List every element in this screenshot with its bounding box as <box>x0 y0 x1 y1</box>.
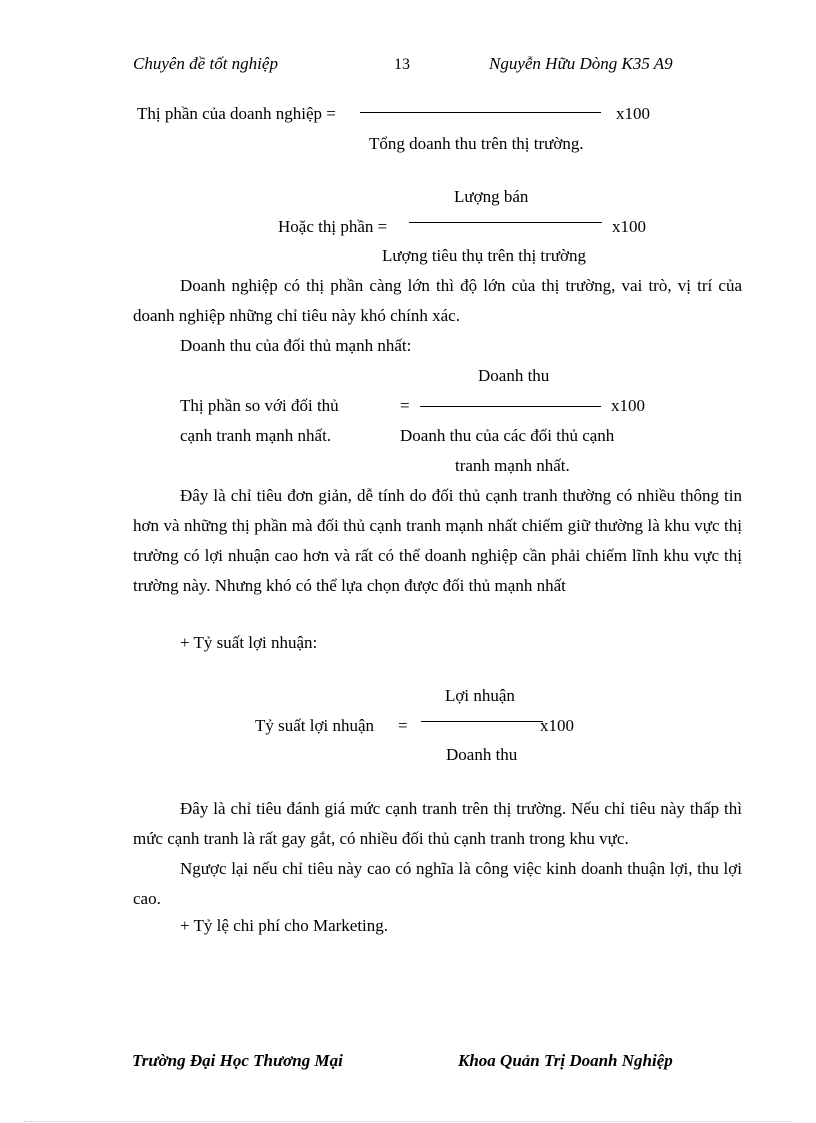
footer-faculty: Khoa Quản Trị Doanh Nghiệp <box>458 1051 673 1070</box>
paragraph-market-share <box>133 271 742 331</box>
formula3-denominator-line1: Doanh thu của các đối thủ cạnh <box>400 426 615 445</box>
formula1-fraction-bar <box>360 112 601 113</box>
page-number: 13 <box>394 56 410 73</box>
header-title: Chuyên đề tốt nghiệp <box>133 54 278 73</box>
formula4-equals: = <box>398 716 408 735</box>
formula1-label: Thị phần của doanh nghiệp = <box>137 104 336 123</box>
bullet-profit-rate: + Tỷ suất lợi nhuận: <box>180 633 318 652</box>
formula1-denominator: Tổng doanh thu trên thị trường. <box>369 134 584 153</box>
paragraph-favorable-business-text: Ngược lại nếu chỉ tiêu này cao có nghĩa là công việc kinh doanh thuận lợi, thu lợi cao. <box>133 859 742 908</box>
paragraph-strongest-rival-text: Doanh thu của đối thủ mạnh nhất: <box>180 336 412 355</box>
formula3-denominator-line2: tranh mạnh nhất. <box>455 456 570 475</box>
formula2-factor: x100 <box>612 217 646 236</box>
formula4-numerator: Lợi nhuận <box>445 686 515 705</box>
formula3-label-line1: Thị phần so với đối thủ <box>180 396 339 415</box>
formula4-factor: x100 <box>540 716 574 735</box>
formula1-factor: x100 <box>616 104 650 123</box>
footer-university: Trường Đại Học Thương Mại <box>132 1051 343 1070</box>
formula3-equals: = <box>400 396 410 415</box>
header-author: Nguyễn Hữu Dòng K35 A9 <box>489 54 673 73</box>
bullet-marketing-cost: + Tỷ lệ chi phí cho Marketing. <box>180 916 389 935</box>
formula3-factor: x100 <box>611 396 645 415</box>
paragraph-simple-indicator-text: Đây là chỉ tiêu đơn giản, dễ tính do đối thủ cạnh tranh thường có nhiều thông tin hơn và những thị phần mà đối thủ cạnh tranh mạnh nhất chiếm giữ thường là khu vực thị trường có lợi nhuận cao hơn và rất có thể doanh nghiệp cần phải chiếm lĩnh khu vực thị trường này. Nhưng khó có thể lựa chọn được đối thủ mạnh nhất <box>133 486 742 595</box>
page-bottom-border <box>24 1121 792 1122</box>
formula3-numerator: Doanh thu <box>478 366 550 385</box>
paragraph-market-share-text: Doanh nghiệp có thị phần càng lớn thì độ lớn của thị trường, vai trò, vị trí của doanh nghiệp những chỉ tiêu này khó chính xác. <box>133 276 742 325</box>
paragraph-competition-level-text: Đây là chỉ tiêu đánh giá mức cạnh tranh trên thị trường. Nếu chỉ tiêu này thấp thì mức cạnh tranh là rất gay gắt, có nhiều đối thủ cạnh tranh trong khu vực. <box>133 799 742 848</box>
paragraph-competition-level <box>133 794 742 854</box>
formula4-denominator: Doanh thu <box>446 745 518 764</box>
formula3-fraction-bar <box>420 406 601 407</box>
paragraph-favorable-business <box>133 854 742 914</box>
paragraph-strongest-rival <box>133 331 742 361</box>
formula2-label: Hoặc thị phần = <box>278 217 388 236</box>
paragraph-simple-indicator <box>133 481 742 601</box>
formula2-numerator: Lượng bán <box>454 187 529 206</box>
formula4-label: Tỷ suất lợi nhuận <box>255 716 374 735</box>
formula3-label-line2: cạnh tranh mạnh nhất. <box>180 426 332 445</box>
formula2-fraction-bar <box>409 222 602 223</box>
formula4-fraction-bar <box>421 721 543 722</box>
formula2-denominator: Lượng tiêu thụ trên thị trường <box>382 246 587 265</box>
